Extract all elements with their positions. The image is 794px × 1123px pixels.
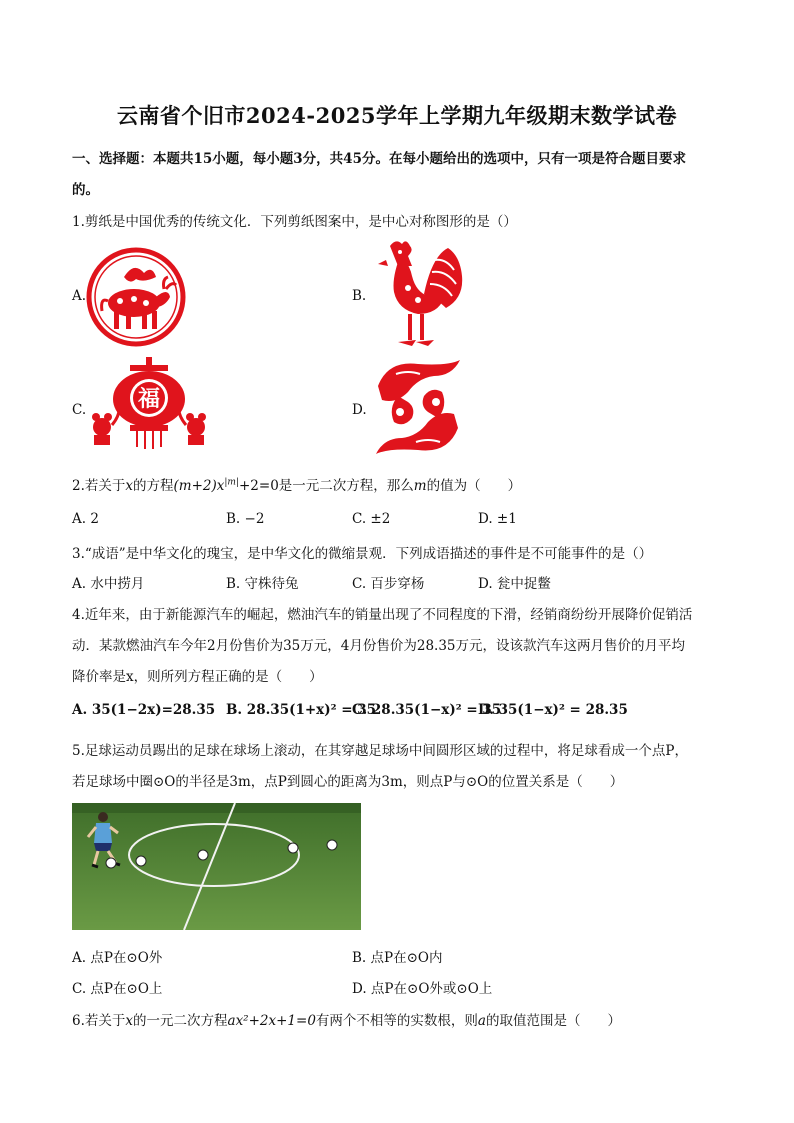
q1-option-c-label: C. — [72, 402, 87, 418]
q4-option-c: C. 28.35(1−x)² = 35 — [352, 702, 502, 718]
q3-option-b: B. 守株待兔 — [226, 576, 299, 592]
exam-title: 云南省个旧市2024-2025学年上学期九年级期末数学试卷 — [116, 103, 678, 128]
q6-var-x: x — [125, 1013, 134, 1029]
q6-text — [72, 1009, 621, 1029]
q3-option-c: C. 百步穿杨 — [352, 576, 425, 592]
q3-option-d: D. 瓮中捉鳖 — [478, 576, 551, 592]
section-heading-line2: 的。 — [72, 182, 99, 198]
q5-line1: 5.足球运动员踢出的足球在球场上滚动，在其穿越足球场中间圆形区域的过程中，将足球看成一个点P， — [72, 743, 688, 759]
q2-mid: 的方程 — [133, 478, 174, 494]
q6-suffix: 有两个不相等的实数根，则 — [315, 1013, 478, 1029]
q5-option-c: C. 点P在⊙O上 — [72, 981, 163, 997]
q2-end: 的值为（ ） — [426, 478, 522, 494]
q2-suffix: 是一元二次方程，那么 — [278, 478, 414, 494]
q6-mid: 的一元二次方程 — [133, 1013, 228, 1029]
q2-var-m: m — [413, 478, 427, 494]
q6-var-a: a — [477, 1013, 486, 1029]
q5-option-b: B. 点P在⊙O内 — [352, 950, 443, 966]
q4-option-a: A. 35(1−2x)=28.35 — [72, 702, 216, 718]
q4-line3: 降价率是x，则所列方程正确的是（ ） — [72, 669, 323, 685]
fish-papercut-image — [368, 356, 468, 458]
q1-option-a-label: A. — [72, 288, 87, 304]
q1-option-d-label: D. — [352, 402, 367, 418]
q2-text — [72, 474, 521, 494]
q2-option-a: A. 2 — [72, 511, 99, 527]
q2-var-x: x — [125, 478, 134, 494]
q6-prefix: 6.若关于 — [72, 1013, 126, 1029]
q6-equation: ax²+2x+1=0 — [227, 1013, 316, 1029]
soccer-field-image — [72, 803, 361, 930]
q6-end: 的取值范围是（ ） — [485, 1013, 621, 1029]
q5-option-a: A. 点P在⊙O外 — [72, 950, 163, 966]
q2-equation-tail: +2=0 — [238, 478, 279, 494]
rooster-papercut-image — [368, 236, 468, 352]
q2-prefix: 2.若关于 — [72, 478, 126, 494]
ox-papercut-image — [86, 247, 186, 347]
q3-option-a: A. 水中捞月 — [72, 576, 145, 592]
q3-text: 3.“成语”是中华文化的瑰宝，是中华文化的微缩景观．下列成语描述的事件是不可能事件的是（） — [72, 546, 653, 562]
q2-option-c: C. ±2 — [352, 511, 391, 527]
q5-option-d: D. 点P在⊙O外或⊙O上 — [352, 981, 493, 997]
section-heading-line1: 一、选择题：本题共15小题，每小题3分，共45分。在每小题给出的选项中，只有一项是符合题目要求 — [72, 151, 686, 167]
lantern-papercut-image — [88, 355, 210, 455]
q5-line2: 若足球场中圈⊙O的半径是3m，点P到圆心的距离为3m，则点P与⊙O的位置关系是（ ） — [72, 774, 624, 790]
q2-exponent: |m| — [224, 477, 239, 488]
q4-option-d: D. 35(1−x)² = 28.35 — [478, 702, 628, 718]
q2-equation: (m+2)x — [173, 478, 225, 494]
lantern-character: 福 — [137, 387, 161, 412]
q1-option-b-label: B. — [352, 288, 367, 304]
q2-option-b: B. −2 — [226, 511, 265, 527]
q1-text: 1.剪纸是中国优秀的传统文化．下列剪纸图案中，是中心对称图形的是（） — [72, 214, 517, 230]
q4-line1: 4.近年来，由于新能源汽车的崛起，燃油汽车的销量出现了不同程度的下滑，经销商纷纷开展降价促销活 — [72, 607, 693, 623]
q4-option-b: B. 28.35(1+x)² = 35 — [226, 702, 377, 718]
q2-option-d: D. ±1 — [478, 511, 517, 527]
q4-line2: 动．某款燃油汽车今年2月份售价为35万元，4月份售价为28.35万元，设该款汽车这两月售价的月平均 — [72, 638, 686, 654]
